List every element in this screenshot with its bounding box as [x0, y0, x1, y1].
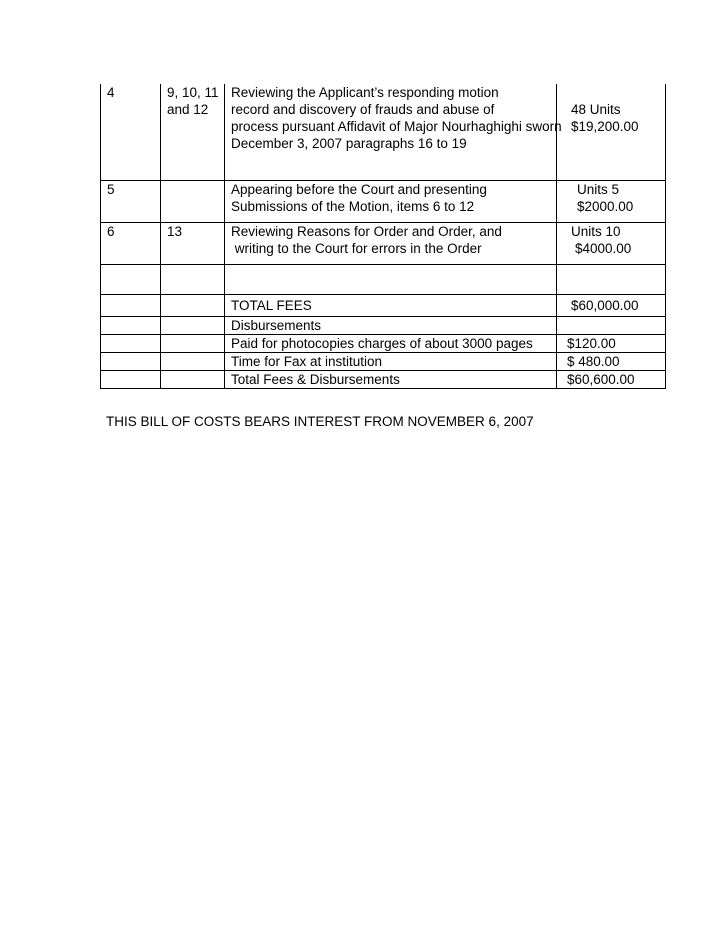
- amount-cell: [557, 222, 666, 264]
- tariff-line: and 12: [167, 102, 209, 117]
- fax-label: Time for Fax at institution: [225, 352, 557, 370]
- description-line: Appearing before the Court and presenting: [231, 181, 487, 197]
- total-fees-label: TOTAL FEES: [225, 294, 557, 316]
- description-line: December 3, 2007 paragraphs 16 to 19: [231, 136, 467, 151]
- table-row: [101, 264, 666, 294]
- fax-amount: $ 480.00: [557, 352, 666, 370]
- bill-of-costs-table: [100, 84, 666, 389]
- grand-total-amount: $60,600.00: [557, 370, 666, 388]
- description-cell: [225, 84, 562, 180]
- amount-cell: [557, 180, 666, 222]
- description-line: Submissions of the Motion, items 6 to 12: [231, 198, 475, 214]
- tariff-line: 9, 10, 11: [167, 85, 219, 100]
- amount-value: $2000.00: [577, 198, 634, 214]
- amount-value: $19,200.00: [571, 119, 639, 134]
- description-cell: [225, 222, 557, 264]
- units-value: Units 10: [571, 223, 621, 239]
- amount-cell: [557, 84, 666, 180]
- description-line: record and discovery of frauds and abuse of: [231, 102, 495, 117]
- description-line: process pursuant Affidavit of Major Nourhaghighi sworn: [231, 119, 562, 134]
- description-line: Reviewing Reasons for Order and Order, and: [231, 223, 502, 239]
- photocopies-label: Paid for photocopies charges of about 3000 pages: [225, 334, 557, 352]
- description-line: writing to the Court for errors in the Order: [231, 240, 482, 256]
- item-number-cell: 5: [101, 180, 161, 222]
- photocopies-row: [101, 334, 666, 352]
- tariff-cell: [161, 180, 225, 222]
- item-number-cell: 4: [101, 84, 161, 180]
- table-row: [101, 84, 666, 180]
- grand-total-row: [101, 370, 666, 388]
- disbursements-row: [101, 316, 666, 334]
- tariff-cell: 13: [161, 222, 225, 264]
- description-cell: [225, 180, 557, 222]
- tariff-cell: [161, 84, 225, 180]
- total-fees-row: [101, 294, 666, 316]
- total-fees-amount: $60,000.00: [557, 294, 666, 316]
- table-row: [101, 222, 666, 264]
- interest-note: THIS BILL OF COSTS BEARS INTEREST FROM NOVEMBER 6, 2007: [106, 414, 534, 429]
- table-row: [101, 180, 666, 222]
- units-value: 48 Units: [571, 102, 621, 117]
- units-value: Units 5: [577, 181, 620, 197]
- disbursements-label: Disbursements: [225, 316, 557, 334]
- description-line: Reviewing the Applicant’s responding motion: [231, 85, 499, 100]
- fax-row: [101, 352, 666, 370]
- item-number-cell: 6: [101, 222, 161, 264]
- amount-value: $4000.00: [575, 240, 632, 256]
- photocopies-amount: $120.00: [557, 334, 666, 352]
- grand-total-label: Total Fees & Disbursements: [225, 370, 557, 388]
